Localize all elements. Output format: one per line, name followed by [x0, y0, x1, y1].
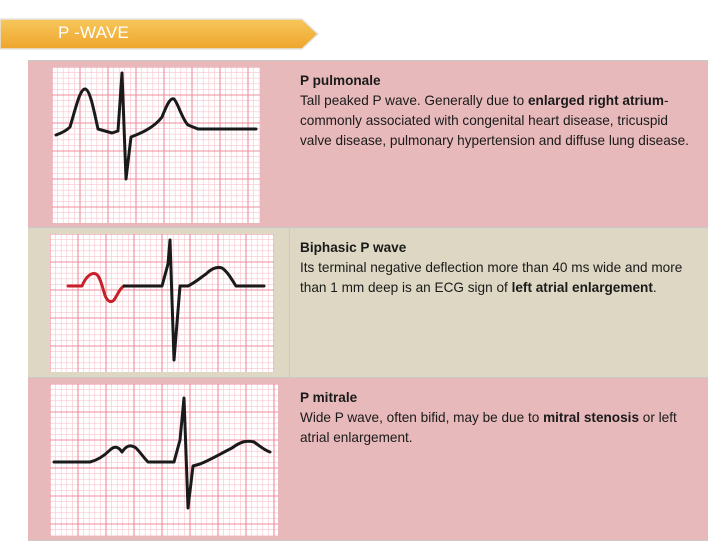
table-row-p-mitrale [28, 378, 708, 541]
title-banner [0, 18, 320, 50]
ecg-strip-p-mitrale [50, 384, 278, 536]
row-body-emphasis: enlarged right atrium [527, 93, 664, 108]
ecg-strip-p-pulmonale [52, 67, 260, 223]
table-row-p-pulmonale [28, 61, 708, 228]
row-body-part: Wide P wave, often bifid, may be due to [300, 410, 544, 425]
ecg-cell-p-pulmonale [28, 61, 290, 227]
row-body-part: Its terminal negative deflection more than 40 ms wide and more than 1 mm deep is an ECG sign of [300, 260, 683, 295]
slide-title: P -WAVE [58, 23, 129, 42]
ecg-strip-biphasic [50, 234, 274, 372]
row-body-part: or left atrial enlargement. [300, 410, 677, 445]
description-p-pulmonale [290, 61, 708, 227]
ecg-cell-biphasic [28, 228, 290, 377]
row-heading: Biphasic P wave [300, 240, 407, 255]
p-wave-table [28, 60, 708, 541]
row-body-emphasis: mitral stenosis [543, 410, 640, 425]
row-body-part: . [652, 280, 657, 295]
row-body-emphasis: left atrial enlargement [511, 280, 653, 295]
banner-arrow-shape [0, 18, 320, 52]
description-biphasic-p-wave [290, 228, 708, 377]
row-heading: P pulmonale [300, 73, 381, 88]
description-p-mitrale [290, 378, 708, 540]
row-body-part: - commonly associated with congenital heart disease, tricuspid valve disease, pulmonary hypertension and diffuse lung disease. [300, 93, 689, 148]
row-heading: P mitrale [300, 390, 358, 405]
row-body-part: Tall peaked P wave. Generally due to [300, 93, 528, 108]
ecg-cell-p-mitrale [28, 378, 290, 540]
table-row-biphasic-p-wave [28, 228, 708, 378]
